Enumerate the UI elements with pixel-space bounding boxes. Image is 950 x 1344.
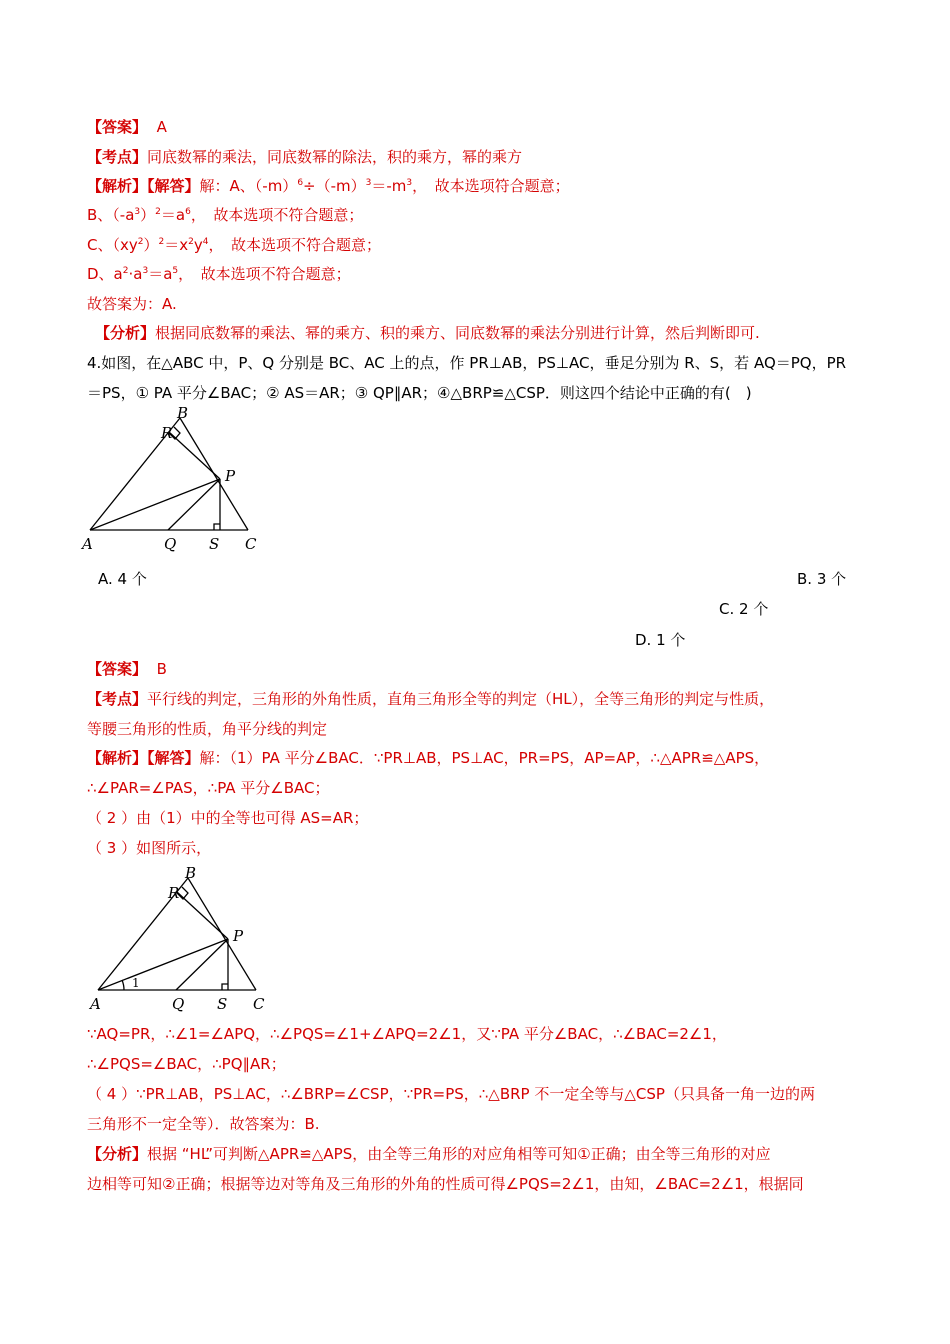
q4-stem-line1: 4.如图，在△ABC 中，P、Q 分别是 BC、AC 上的点，作 PR⊥AB，PS⊥AC，垂足分别为 R、S，若 AQ＝PQ，PR: [87, 354, 847, 372]
exp: 5: [172, 266, 179, 276]
q3-solution-a: [87, 175, 570, 197]
text: ＝x: [164, 236, 189, 254]
segment-pr: [177, 892, 228, 939]
label-angle-1: 1: [132, 976, 140, 990]
analysis-tag: 【分析】: [87, 1145, 148, 1163]
label-p: P: [233, 927, 244, 945]
point-tag: 【考点】: [87, 690, 148, 708]
option-d[interactable]: D. 1 个: [635, 631, 686, 649]
text: ÷（-m）: [303, 177, 366, 195]
text: ）: [143, 236, 159, 254]
point-tag: 【考点】: [87, 148, 148, 166]
label-c: C: [253, 995, 265, 1013]
label-s: S: [217, 995, 228, 1013]
q4-analysis-2: 边相等可知②正确；根据等边对等角及三角形的外角的性质可得∠PQS=2∠1，由知，∠BAC=2∠1，根据同: [87, 1175, 804, 1193]
text: ＝-m: [371, 177, 407, 195]
q3-solution-c: [87, 234, 381, 256]
label-p: P: [225, 467, 236, 485]
option-a[interactable]: A. 4 个: [98, 570, 147, 588]
q4-solution-6: ∴∠PQS=∠BAC，∴PQ∥AR；: [87, 1055, 286, 1073]
point-text: 同底数幂的乘法，同底数幂的除法，积的乘方，幂的乘方: [147, 148, 523, 166]
q3-answer-line: [87, 116, 167, 138]
q3-solution-end: 故答案为：A.: [87, 295, 177, 313]
answer-value: B: [156, 660, 167, 678]
exp: 3: [142, 266, 149, 276]
q3-solution-d: [87, 263, 351, 285]
q4-analysis-1: [87, 1143, 771, 1165]
text: 解：（1）PA 平分∠BAC．∵PR⊥AB，PS⊥AC，PR=PS，AP=AP，∴△APR≌△APS，: [199, 749, 770, 767]
q4-figure-triangle: [80, 402, 270, 554]
q4-solution-8: 三角形不一定全等）．故答案为：B.: [87, 1115, 320, 1133]
text: ·a: [128, 265, 143, 283]
segment-pq: [176, 939, 228, 990]
label-a: A: [82, 535, 93, 553]
label-b: B: [177, 404, 189, 422]
text: ， 故本选项不符合题意；: [178, 265, 351, 283]
exp: 2: [122, 266, 129, 276]
right-angle-mark-s: [214, 524, 220, 530]
segment-pq: [168, 479, 220, 530]
exp: 2: [188, 237, 194, 247]
exp: 2: [158, 237, 165, 247]
text: ）: [140, 206, 156, 224]
segment-pr: [169, 432, 220, 479]
q3-solution-b: [87, 204, 363, 226]
text: ， 故本选项不符合题意；: [190, 206, 364, 224]
angle-1-arc: [122, 980, 124, 990]
exp: 6: [297, 178, 304, 188]
q4-solution-3: （ 2 ）由（1）中的全等也可得 AS=AR；: [87, 809, 369, 827]
point-text: 平行线的判定，三角形的外角性质，直角三角形全等的判定（HL），全等三角形的判定与性质，: [147, 690, 775, 708]
exp: 2: [155, 207, 161, 217]
label-c: C: [245, 535, 257, 553]
label-a: A: [90, 995, 101, 1013]
analysis-text: 根据 “HL”可判断△APR≌△APS，由全等三角形的对应角相等可知①正确；由全等三角形的对应: [147, 1145, 771, 1163]
q4-solution-7: （ 4 ）∵PR⊥AB，PS⊥AC，∴∠BRP=∠CSP，∵PR=PS，∴△BRP 不一定全等与△CSP（只具备一角一边的两: [87, 1085, 815, 1103]
text: C、（xy: [87, 236, 138, 254]
q4-solution-2: ∴∠PAR=∠PAS，∴PA 平分∠BAC；: [87, 779, 330, 797]
exp: 3: [406, 178, 413, 188]
q4-solution-4: （ 3 ）如图所示，: [87, 839, 212, 857]
q4-solution-figure: [88, 862, 278, 1014]
analysis-tag: 【分析】: [95, 324, 156, 342]
label-b: B: [185, 864, 197, 882]
q4-point-line2: 等腰三角形的性质，角平分线的判定: [87, 720, 328, 738]
option-b[interactable]: B. 3 个: [797, 570, 847, 588]
q4-answer-line: [87, 658, 167, 680]
label-q: Q: [172, 995, 185, 1013]
text: ＝a: [148, 265, 173, 283]
exp: 6: [185, 207, 191, 217]
solution-tag: 【解析】【解答】: [87, 177, 200, 195]
label-s: S: [209, 535, 220, 553]
exp: 3: [134, 207, 141, 217]
answer-tag: 【答案】: [87, 660, 148, 678]
text: ， 故本选项不符合题意；: [208, 236, 381, 254]
q4-stem-line2: ＝PS，① PA 平分∠BAC；② AS＝AR；③ QP∥AR；④△BRP≌△CSP．则这四个结论中正确的有( ): [87, 384, 752, 402]
right-angle-mark-s: [222, 984, 228, 990]
exp: 4: [202, 237, 209, 247]
text: D、a: [87, 265, 123, 283]
q4-solution-5: ∵AQ=PR，∴∠1=∠APQ，∴∠PQS=∠1+∠APQ=2∠1，又∵PA 平分∠BAC，∴∠BAC=2∠1，: [87, 1025, 727, 1043]
q3-analysis: [95, 322, 760, 344]
answer-value: A: [156, 118, 167, 136]
text: ＝a: [160, 206, 186, 224]
analysis-text: 根据同底数幂的乘法、幂的乘方、积的乘方、同底数幂的乘法分别进行计算，然后判断即可.: [155, 324, 760, 342]
q4-solution-1: [87, 747, 769, 769]
q3-point-line: [87, 146, 522, 168]
answer-tag: 【答案】: [87, 118, 148, 136]
exp: 2: [137, 237, 144, 247]
text: B、（-a: [87, 206, 135, 224]
label-q: Q: [164, 535, 177, 553]
label-r: R: [168, 884, 180, 902]
label-r: R: [161, 424, 173, 442]
text: 解：A、（-m）: [199, 177, 298, 195]
text: y: [193, 236, 203, 254]
segment-ap: [90, 479, 220, 530]
exp: 3: [365, 178, 372, 188]
option-c[interactable]: C. 2 个: [719, 600, 769, 618]
solution-tag: 【解析】【解答】: [87, 749, 200, 767]
segment-ap: [98, 939, 228, 990]
q4-point-line1: [87, 688, 774, 710]
text: ， 故本选项符合题意；: [412, 177, 570, 195]
